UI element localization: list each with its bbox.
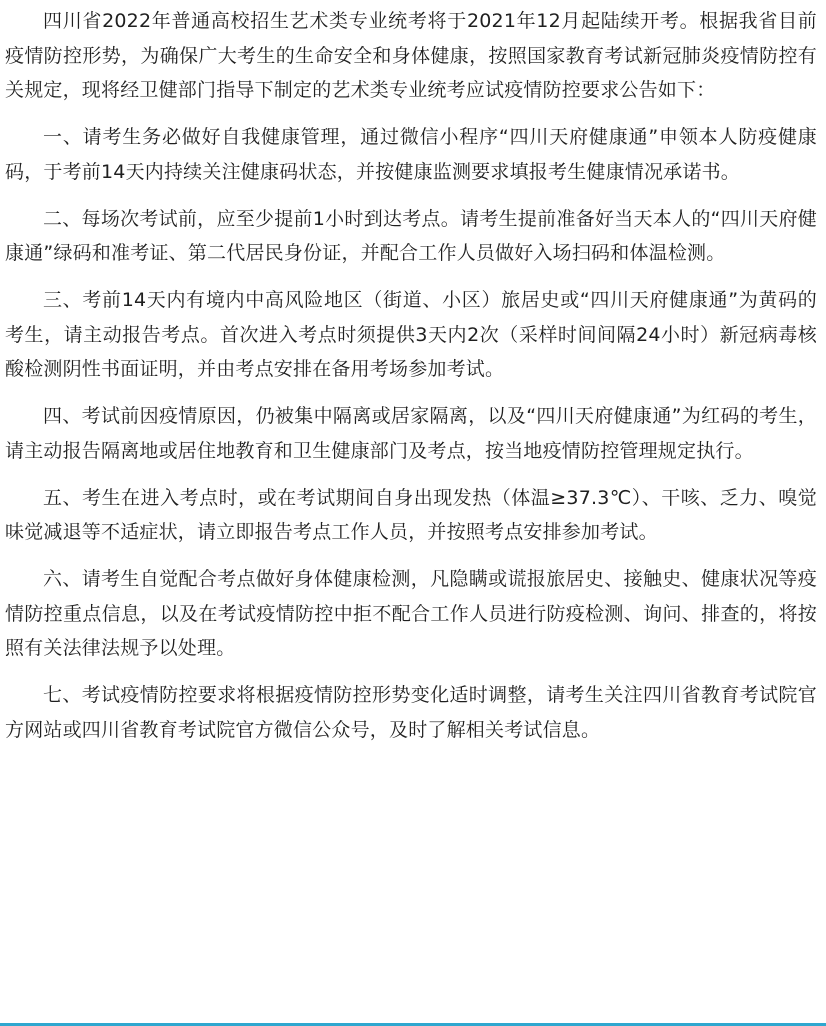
intro-paragraph: 四川省2022年普通高校招生艺术类专业统考将于2021年12月起陆续开考。根据我省目前疫情防控形势，为确保广大考生的生命安全和身体健康，按照国家教育考试新冠肺炎疫情防控有关规定，现将经卫健部门指导下制定的艺术类专业统考应试疫情防控要求公告如下： [5, 10, 817, 101]
rule-6-paragraph: 六、请考生自觉配合考点做好身体健康检测，凡隐瞒或谎报旅居史、接触史、健康状况等疫情防控重点信息，以及在考试疫情防控中拒不配合工作人员进行防疫检测、询问、排查的，将按照有关法律法规予以处理。 [5, 568, 817, 659]
announcement-body [0, 4, 817, 760]
rule-4-paragraph: 四、考试前因疫情原因，仍被集中隔离或居家隔离，以及“四川天府健康通”为红码的考生，请主动报告隔离地或居住地教育和卫生健康部门及考点，按当地疫情防控管理规定执行。 [5, 405, 817, 462]
rule-1-paragraph: 一、请考生务必做好自我健康管理，通过微信小程序“四川天府健康通”申领本人防疫健康码，于考前14天内持续关注健康码状态，并按健康监测要求填报考生健康情况承诺书。 [5, 126, 817, 183]
rule-7-paragraph: 七、考试疫情防控要求将根据疫情防控形势变化适时调整，请考生关注四川省教育考试院官方网站或四川省教育考试院官方微信公众号，及时了解相关考试信息。 [5, 684, 817, 741]
rule-2-paragraph: 二、每场次考试前，应至少提前1小时到达考点。请考生提前准备好当天本人的“四川天府健康通”绿码和准考证、第二代居民身份证，并配合工作人员做好入场扫码和体温检测。 [5, 207, 817, 264]
rule-3-paragraph: 三、考前14天内有境内中高风险地区（街道、小区）旅居史或“四川天府健康通”为黄码的考生，请主动报告考点。首次进入考点时须提供3天内2次（采样时间间隔24小时）新冠病毒核酸检测阴性书面证明，并由考点安排在备用考场参加考试。 [5, 289, 817, 380]
rule-5-paragraph: 五、考生在进入考点时，或在考试期间自身出现发热（体温≥37.3℃）、干咳、乏力、嗅觉味觉减退等不适症状，请立即报告考点工作人员，并按照考点安排参加考试。 [5, 486, 817, 543]
